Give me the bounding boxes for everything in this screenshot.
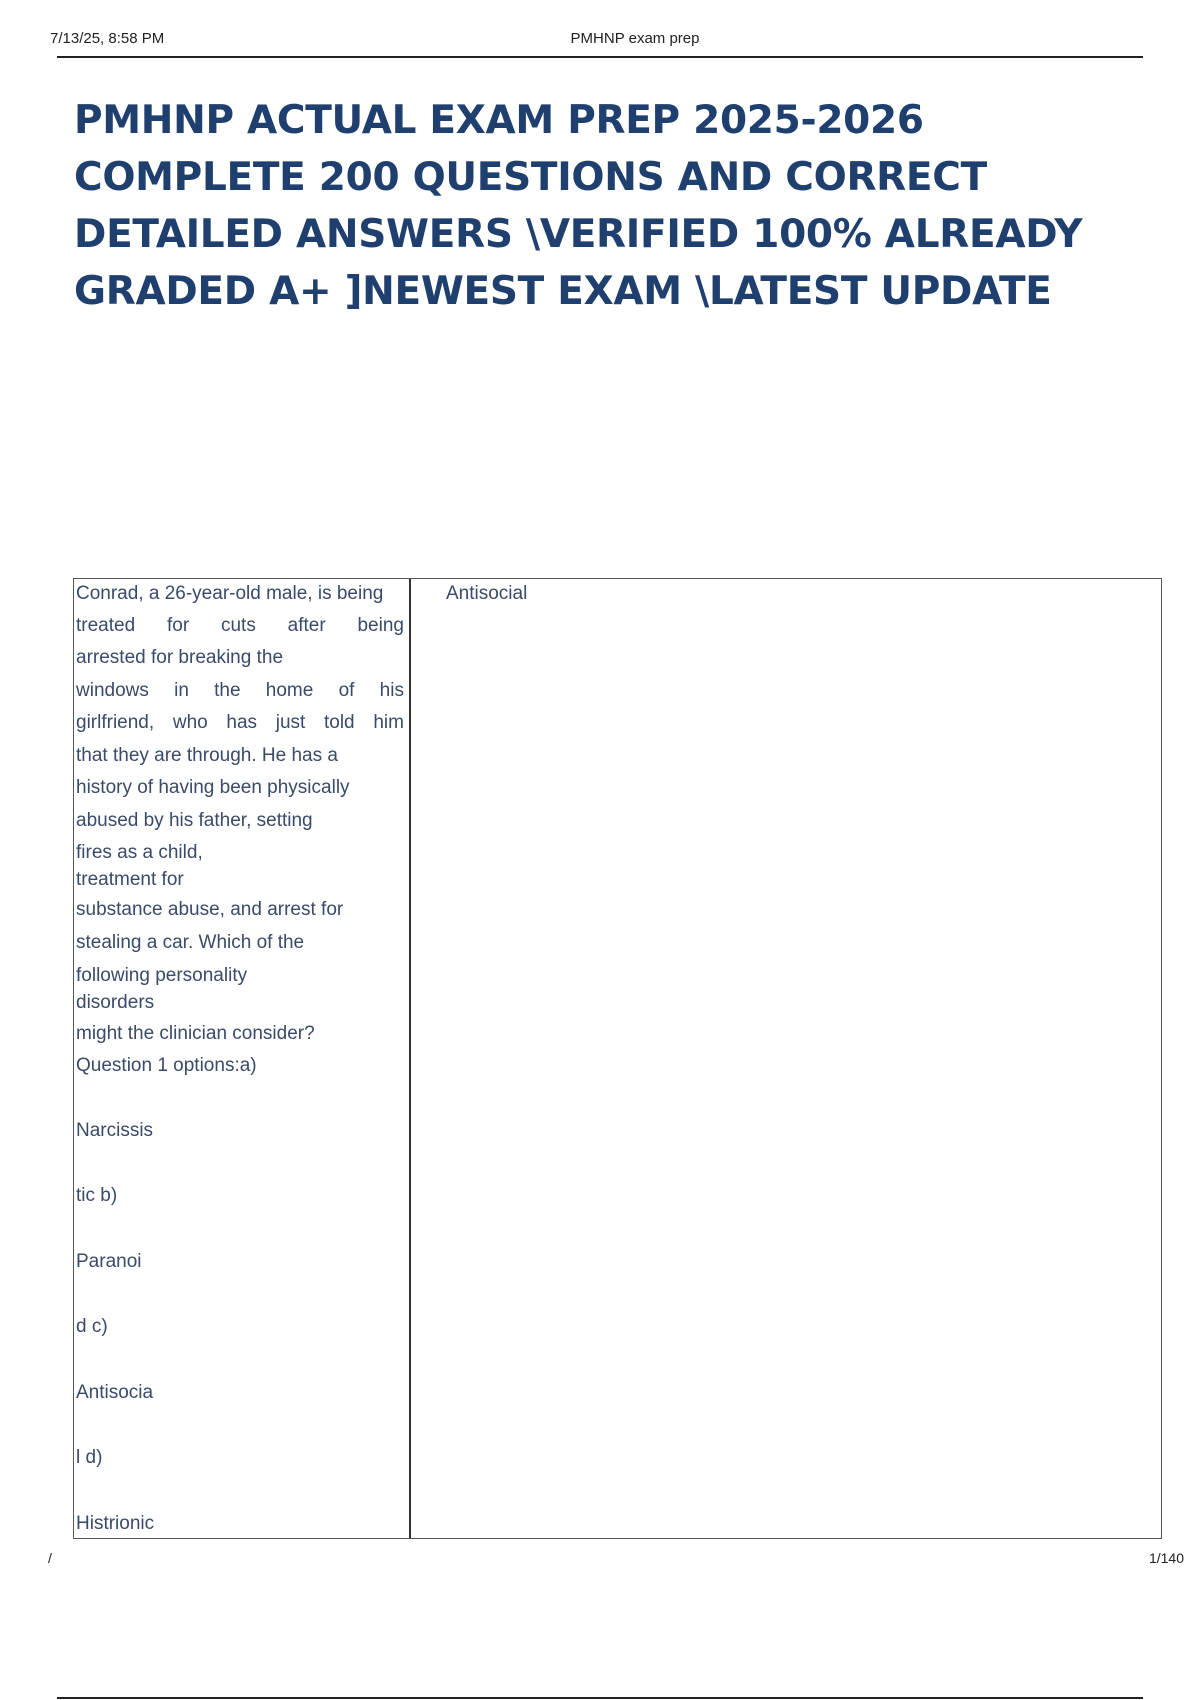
question-word: his xyxy=(379,680,404,701)
header-rule xyxy=(57,56,1143,58)
question-line xyxy=(76,712,404,734)
question-line: following personality xyxy=(76,965,248,986)
page-header-title: PMHNP exam prep xyxy=(570,30,700,47)
question-word: the xyxy=(214,680,241,701)
question-line: stealing a car. Which of the xyxy=(76,932,305,953)
answer-text: Antisocial xyxy=(446,583,528,604)
question-line: tic b) xyxy=(76,1185,118,1206)
title-line: PMHNP ACTUAL EXAM PREP 2025-2026 xyxy=(74,98,924,143)
question-word: in xyxy=(174,680,189,701)
question-line: fires as a child, xyxy=(76,842,203,863)
title-line: GRADED A+ ]NEWEST EXAM \LATEST UPDATE xyxy=(74,269,1052,314)
page-number: 1/140 xyxy=(1148,1550,1184,1566)
question-line: Antisocia xyxy=(76,1382,154,1403)
question-word: after xyxy=(287,615,326,636)
question-line: Narcissis xyxy=(76,1120,154,1141)
question-line: Paranoi xyxy=(76,1251,142,1272)
question-word: has xyxy=(226,712,258,733)
question-cell xyxy=(74,579,411,1538)
question-line: that they are through. He has a xyxy=(76,745,338,766)
bottom-rule xyxy=(57,1697,1143,1699)
question-word: windows xyxy=(76,680,149,701)
question-word: cuts xyxy=(220,615,256,636)
question-word: of xyxy=(338,680,355,701)
question-line: treatment for xyxy=(76,869,184,890)
document-title xyxy=(74,92,1164,320)
question-line xyxy=(76,615,404,637)
question-word: him xyxy=(373,712,404,733)
question-line: arrested for breaking the xyxy=(76,647,284,668)
question-word: told xyxy=(323,712,355,733)
page-footer-left: / xyxy=(48,1550,52,1566)
question-word: home xyxy=(265,680,314,701)
question-word: treated xyxy=(76,615,136,636)
question-line xyxy=(76,680,404,702)
question-line: abused by his father, setting xyxy=(76,810,313,831)
question-word: who xyxy=(172,712,208,733)
question-line: might the clinician consider? xyxy=(76,1023,315,1044)
question-line: l d) xyxy=(76,1447,103,1468)
question-line: d c) xyxy=(76,1316,108,1337)
question-line: history of having been physically xyxy=(76,777,350,798)
question-line: disorders xyxy=(76,992,155,1013)
page-header-datetime: 7/13/25, 8:58 PM xyxy=(50,30,165,47)
question-line: Question 1 options:a) xyxy=(76,1055,257,1076)
question-word: for xyxy=(166,615,190,636)
question-line: substance abuse, and arrest for xyxy=(76,899,344,920)
answer-cell xyxy=(411,579,1161,1538)
qa-table xyxy=(73,578,1162,1539)
question-line: Histrionic xyxy=(76,1513,155,1534)
question-word: girlfriend, xyxy=(76,712,155,733)
question-line: Conrad, a 26-year-old male, is being xyxy=(76,583,384,604)
title-line: COMPLETE 200 QUESTIONS AND CORRECT xyxy=(74,155,987,200)
question-word: just xyxy=(275,712,306,733)
question-word: being xyxy=(357,615,404,636)
title-line: DETAILED ANSWERS \VERIFIED 100% ALREADY xyxy=(74,212,1083,257)
